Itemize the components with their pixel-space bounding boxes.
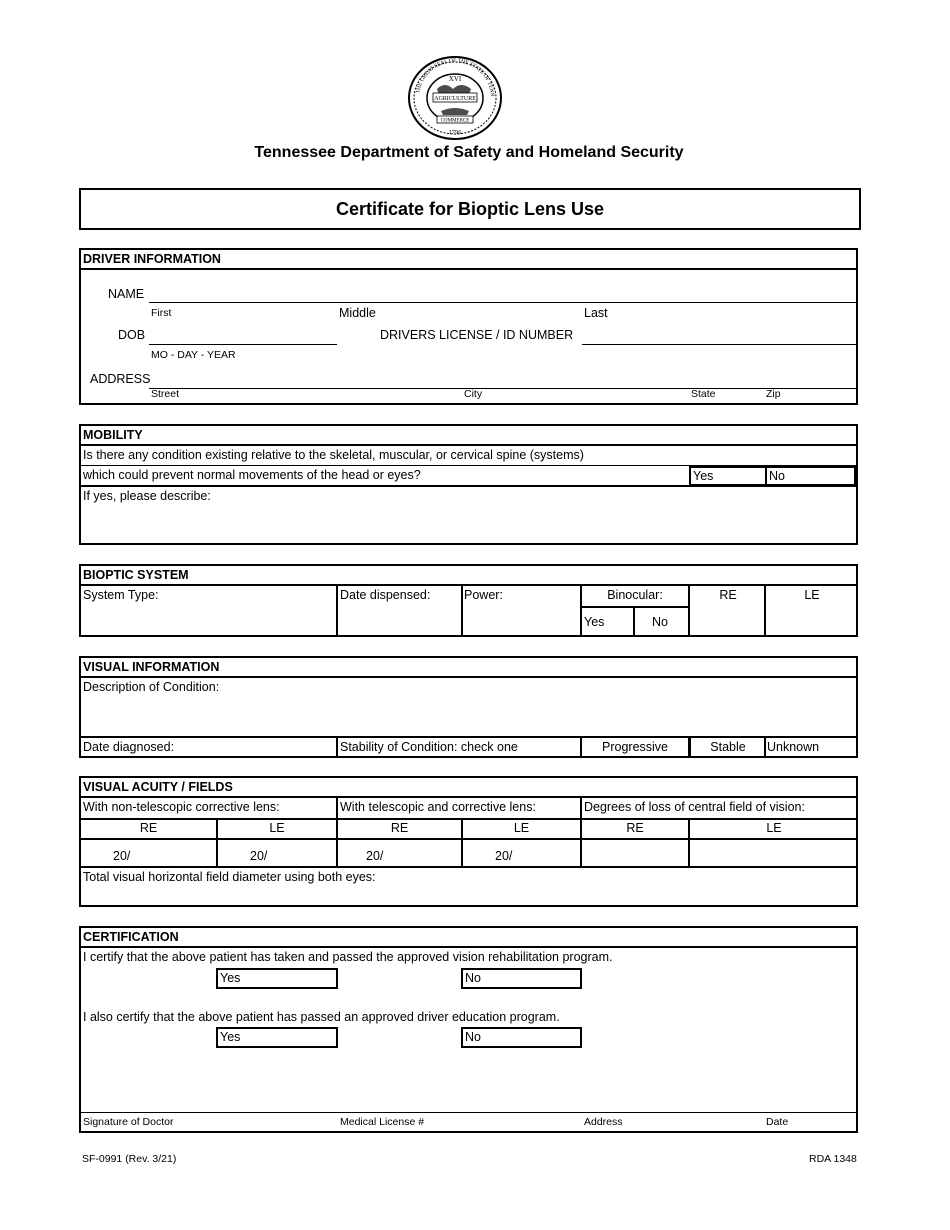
rda-number: RDA 1348	[809, 1153, 857, 1165]
driver-information-heading: DRIVER INFORMATION	[81, 250, 856, 270]
mobility-question-line2: which could prevent normal movements of the head or eyes?	[83, 468, 421, 482]
visual-acuity-heading: VISUAL ACUITY / FIELDS	[81, 778, 856, 798]
form-title: Certificate for Bioptic Lens Use	[79, 188, 861, 230]
binocular-label: Binocular:	[607, 588, 663, 602]
certification-statement-1: I certify that the above patient has taken and passed the approved vision rehabilitation program.	[83, 950, 613, 964]
street-label: Street	[151, 388, 180, 400]
mobility-heading: MOBILITY	[81, 426, 856, 446]
mobility-question-line1: Is there any condition existing relative to the skeletal, muscular, or cervical spine (systems)	[83, 448, 584, 462]
field-loss-re-label: RE	[626, 821, 644, 835]
divider	[81, 485, 856, 487]
certification-heading: CERTIFICATION	[81, 928, 856, 948]
certification-date-label: Date	[766, 1116, 789, 1128]
last-name-label: Last	[584, 306, 608, 320]
rehab-no-checkbox[interactable]: No	[461, 968, 582, 989]
non-telescopic-le-value[interactable]: 20/	[250, 849, 268, 863]
dob-label: DOB	[118, 328, 146, 342]
field-loss-le-label: LE	[766, 821, 782, 835]
dob-format-hint: MO - DAY - YEAR	[151, 349, 236, 361]
bioptic-re-label: RE	[719, 588, 737, 602]
stability-label: Stability of Condition: check one	[340, 740, 518, 754]
city-label: City	[464, 388, 483, 400]
state-seal-icon	[407, 55, 503, 141]
telescopic-le-label: LE	[513, 821, 530, 835]
name-input-line[interactable]	[149, 302, 858, 303]
divider	[336, 736, 338, 758]
progressive-option[interactable]: Progressive	[602, 740, 668, 754]
seal-ring-text: THE GREAT SEAL OF THE STATE OF TENN	[415, 58, 496, 97]
driver-ed-no-checkbox[interactable]: No	[461, 1027, 582, 1048]
license-input-line[interactable]	[582, 344, 858, 345]
system-type-label: System Type:	[83, 588, 159, 602]
bioptic-system-heading: BIOPTIC SYSTEM	[81, 566, 856, 586]
driver-information-section	[79, 248, 858, 405]
date-diagnosed-label: Date diagnosed:	[83, 740, 175, 754]
first-name-label: First	[151, 307, 172, 319]
zip-label: Zip	[766, 388, 781, 400]
divider	[764, 736, 766, 758]
divider	[81, 866, 856, 868]
divider	[336, 585, 338, 637]
unknown-option[interactable]: Unknown	[767, 740, 820, 754]
medical-license-label: Medical License #	[340, 1116, 425, 1128]
middle-name-label: Middle	[339, 306, 376, 320]
mobility-section	[79, 424, 858, 545]
dob-input-line[interactable]	[149, 344, 337, 345]
non-telescopic-re-value[interactable]: 20/	[113, 849, 131, 863]
certification-statement-2: I also certify that the above patient has passed an approved driver education program.	[83, 1010, 560, 1024]
signature-line[interactable]	[81, 1112, 856, 1113]
agency-name: Tennessee Department of Safety and Homeland Security	[254, 144, 684, 161]
non-telescopic-re-label: RE	[139, 821, 158, 835]
divider	[461, 585, 463, 637]
certification-section	[79, 926, 858, 1133]
telescopic-re-label: RE	[390, 821, 409, 835]
binocular-yes-option[interactable]: Yes	[584, 615, 605, 629]
seal-year-text: 1796	[448, 129, 462, 136]
doctor-address-label: Address	[584, 1116, 623, 1128]
visual-information-section	[79, 656, 858, 758]
total-field-label: Total visual horizontal field diameter using both eyes:	[83, 870, 376, 884]
name-label: NAME	[108, 287, 145, 301]
address-label: ADDRESS	[90, 372, 151, 386]
stable-option[interactable]: Stable	[710, 740, 746, 754]
seal-commerce-text: COMMERCE	[440, 118, 470, 124]
telescopic-label: With telescopic and corrective lens:	[340, 800, 536, 814]
visual-information-heading: VISUAL INFORMATION	[81, 658, 856, 678]
degrees-loss-label: Degrees of loss of central field of vision:	[584, 800, 805, 814]
non-telescopic-label: With non-telescopic corrective lens:	[83, 800, 280, 814]
bioptic-system-section	[79, 564, 858, 637]
visual-acuity-section	[79, 776, 858, 907]
mobility-yes-checkbox[interactable]: Yes	[689, 466, 767, 486]
bioptic-le-label: LE	[804, 588, 820, 602]
telescopic-le-value[interactable]: 20/	[495, 849, 513, 863]
license-label: DRIVERS LICENSE / ID NUMBER	[380, 328, 574, 342]
divider	[582, 606, 689, 608]
signature-of-doctor-label: Signature of Doctor	[83, 1116, 174, 1128]
state-label: State	[691, 388, 716, 400]
divider	[81, 838, 856, 840]
power-label: Power:	[464, 588, 503, 602]
mobility-describe-label: If yes, please describe:	[83, 489, 211, 503]
non-telescopic-le-label: LE	[269, 821, 285, 835]
address-input-line[interactable]	[149, 388, 858, 389]
seal-agriculture-text: AGRICULTURE	[434, 96, 476, 102]
divider	[81, 736, 856, 738]
binocular-no-option[interactable]: No	[652, 615, 668, 629]
rehab-yes-checkbox[interactable]: Yes	[216, 968, 338, 989]
form-number: SF-0991 (Rev. 3/21)	[82, 1153, 177, 1165]
seal-roman-text: XVI	[448, 75, 462, 83]
description-of-condition-label: Description of Condition:	[83, 680, 220, 694]
telescopic-re-value[interactable]: 20/	[366, 849, 384, 863]
mobility-no-checkbox[interactable]: No	[765, 466, 856, 486]
divider	[633, 606, 635, 637]
driver-ed-yes-checkbox[interactable]: Yes	[216, 1027, 338, 1048]
date-dispensed-label: Date dispensed:	[340, 588, 431, 602]
